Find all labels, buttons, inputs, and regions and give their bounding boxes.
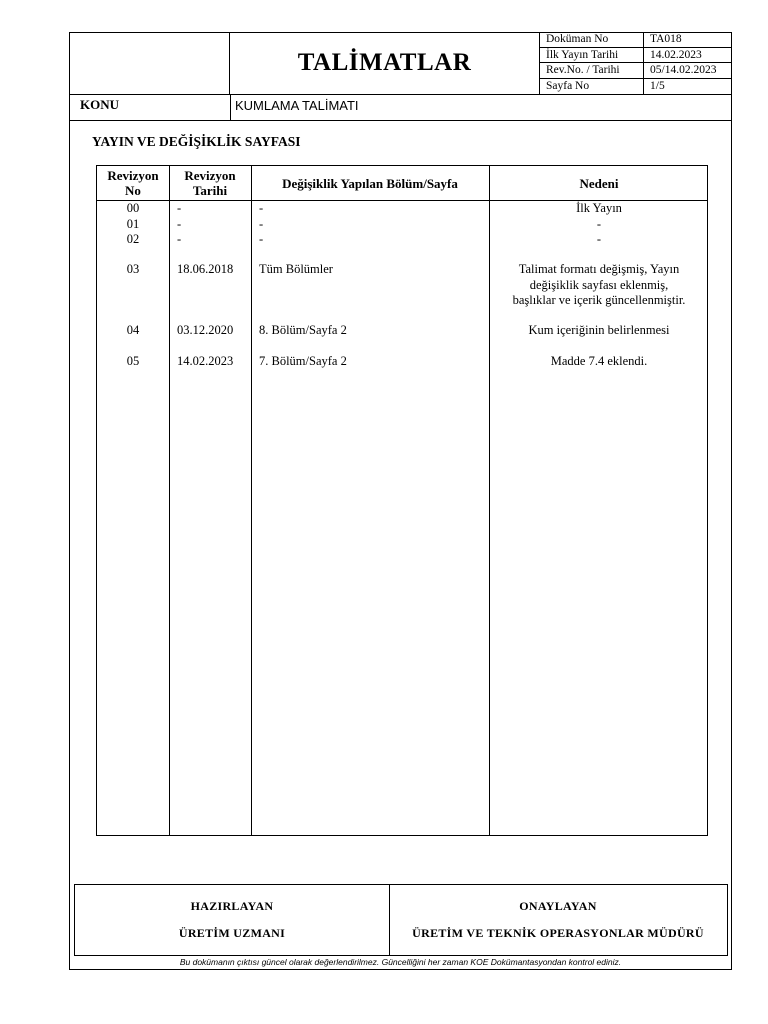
row-revision-date: 18.06.2018 [177,262,234,276]
column-header-revision-date [169,166,251,200]
header-line: Revizyon [107,168,159,183]
column-divider [251,166,252,835]
prepared-label: HAZIRLAYAN [190,899,274,913]
row-revision-no: 04 [126,323,140,337]
row-changed-section: - [259,201,264,215]
row-reason [489,323,709,339]
row-revision-no: 05 [126,354,140,368]
document-title: TALİMATLAR [297,49,472,76]
column-header-reason: Nedeni [579,175,619,191]
subject-value: KUMLAMA TALİMATI [235,98,359,113]
row-changed-section: - [259,232,264,246]
row-reason [489,201,709,217]
reason-line: Kum içeriğinin belirlenmesi [528,323,670,337]
approved-label: ONAYLAYAN [519,899,597,913]
meta-value: 1/5 [650,79,665,92]
meta-row-first-publish-date [540,48,732,64]
meta-value: TA018 [650,33,682,45]
row-revision-date: - [177,232,182,246]
reason-line: İlk Yayın [576,201,622,215]
reason-line: - [596,217,602,231]
meta-row-revision [540,63,732,79]
header-divider [69,94,732,95]
row-reason [489,262,709,309]
reason-line: başlıklar ve içerik güncellenmiştir. [512,293,686,307]
header-line: Revizyon [184,168,236,183]
column-header-changed-section: Değişiklik Yapılan Bölüm/Sayfa [282,175,458,191]
column-header-revision-no [97,166,169,200]
row-revision-no: 03 [126,262,140,276]
meta-label: Doküman No [540,32,644,47]
reason-line: Talimat formatı değişmiş, Yayın [518,262,680,276]
header-line: No [125,183,141,198]
row-changed-section: - [259,217,264,231]
reason-line: değişiklik sayfası eklenmiş, [529,277,669,292]
row-revision-date: - [177,201,182,215]
document-meta-table [539,32,732,94]
approved-by: ÜRETİM VE TEKNİK OPERASYONLAR MÜDÜRÜ [412,926,704,940]
subject-divider-bottom [69,120,732,121]
meta-row-document-no [540,32,732,48]
row-changed-section: Tüm Bölümler [259,262,333,276]
row-revision-no: 01 [126,217,140,231]
section-title: YAYIN VE DEĞİŞİKLİK SAYFASI [92,134,301,149]
prepared-by: ÜRETİM UZMANI [178,926,286,940]
row-revision-date: 03.12.2020 [177,323,234,337]
footer-note: Bu dokümanın çıktısı güncel olarak değerlendirilmez. Güncelliğini her zaman KOE Dokümantasyondan kontrol ediniz. [179,957,622,967]
reason-line: Madde 7.4 eklendi. [550,354,648,368]
row-revision-date: 14.02.2023 [177,354,234,368]
row-revision-no: 02 [126,232,140,246]
meta-label: Rev.No. / Tarihi [540,63,644,78]
row-changed-section: 8. Bölüm/Sayfa 2 [259,323,347,337]
row-reason [489,217,709,233]
column-divider [169,166,170,835]
subject-divider [230,94,231,120]
meta-row-page-no [540,79,732,95]
meta-value: 14.02.2023 [650,48,702,61]
row-reason [489,354,709,370]
prepared-by-cell [75,885,390,955]
signature-table [74,884,728,956]
row-changed-section: 7. Bölüm/Sayfa 2 [259,354,347,368]
header-line: Tarihi [192,183,228,198]
approved-by-cell [389,885,727,955]
reason-line: - [596,232,602,246]
meta-label: Sayfa No [540,79,644,95]
row-revision-no: 00 [126,201,140,215]
row-revision-date: - [177,217,182,231]
meta-value: 05/14.02.2023 [650,64,717,76]
revision-table [96,165,708,836]
logo-area [69,32,230,94]
subject-label: KONU [80,97,119,112]
meta-label: İlk Yayın Tarihi [540,48,644,63]
row-reason [489,232,709,248]
